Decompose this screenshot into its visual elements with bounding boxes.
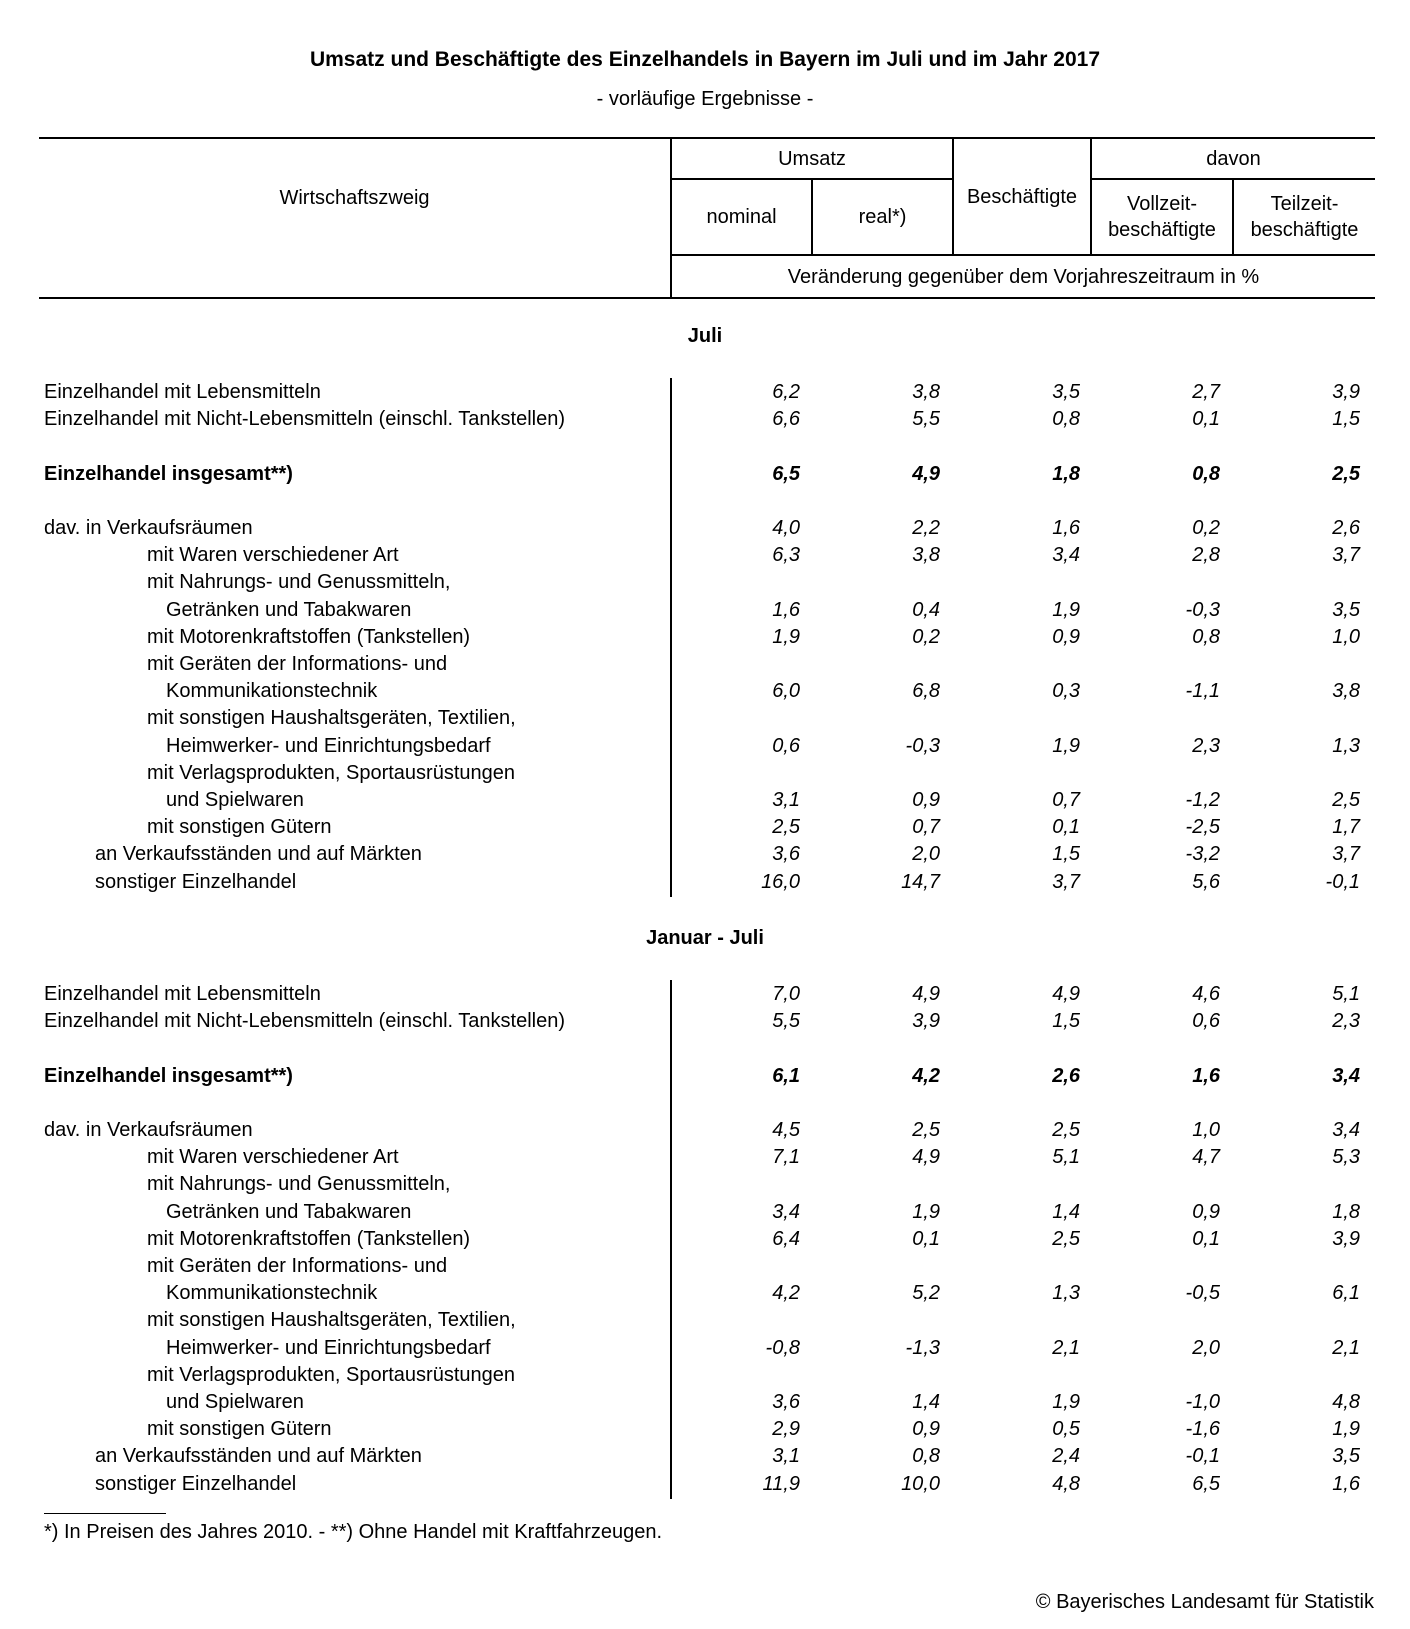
table-row bbox=[0, 1008, 1410, 1035]
table-row bbox=[0, 1307, 1410, 1334]
row-value: 2,5 bbox=[1332, 462, 1360, 485]
row-value: 2,5 bbox=[1332, 789, 1360, 811]
table-row bbox=[0, 733, 1410, 760]
row-value: 3,4 bbox=[772, 1200, 800, 1223]
row-value: 0,2 bbox=[1192, 517, 1220, 539]
table-row bbox=[0, 1443, 1410, 1470]
row-value: 5,1 bbox=[1052, 1146, 1080, 1169]
row-label: Einzelhandel mit Nicht-Lebensmitteln (einschl. Tankstellen) bbox=[44, 1010, 565, 1033]
row-label: mit Waren verschiedener Art bbox=[147, 544, 399, 567]
row-value: -0,1 bbox=[1325, 870, 1360, 893]
row-label: mit Waren verschiedener Art bbox=[147, 1146, 399, 1169]
row-value: 2,6 bbox=[1332, 517, 1360, 539]
row-value: -1,1 bbox=[1185, 680, 1220, 703]
row-value: -0,1 bbox=[1185, 1445, 1220, 1468]
row-label: mit sonstigen Gütern bbox=[147, 816, 332, 839]
row-value: 0,1 bbox=[1192, 408, 1220, 431]
row-value: 1,5 bbox=[1052, 1010, 1080, 1033]
row-label: Einzelhandel mit Lebensmitteln bbox=[44, 983, 321, 1005]
row-value: -2,5 bbox=[1185, 816, 1220, 839]
row-value: 2,1 bbox=[1052, 1336, 1080, 1359]
row-label: sonstiger Einzelhandel bbox=[95, 870, 297, 893]
row-value: 0,6 bbox=[772, 734, 800, 757]
row-value: 0,4 bbox=[912, 598, 940, 621]
row-value: 0,1 bbox=[1192, 1227, 1220, 1250]
row-value: -0,3 bbox=[1185, 598, 1220, 621]
row-value: 0,7 bbox=[1052, 789, 1080, 811]
table-row bbox=[0, 1171, 1410, 1198]
row-value: 4,6 bbox=[1192, 983, 1220, 1005]
table-row bbox=[0, 1362, 1410, 1389]
row-value: 16,0 bbox=[761, 870, 800, 893]
row-value: 5,5 bbox=[912, 408, 940, 431]
row-value: 3,9 bbox=[1332, 381, 1360, 403]
row-value: 1,6 bbox=[1192, 1064, 1220, 1087]
section-divider bbox=[670, 980, 672, 1499]
row-value: 0,9 bbox=[1052, 625, 1080, 648]
row-value: 0,2 bbox=[912, 625, 940, 648]
row-label: Heimwerker- und Einrichtungsbedarf bbox=[166, 1336, 491, 1359]
row-label: mit Motorenkraftstoffen (Tankstellen) bbox=[147, 1227, 471, 1250]
row-value: 4,9 bbox=[912, 983, 940, 1005]
section-divider bbox=[670, 378, 672, 897]
header-davon: davon bbox=[1206, 147, 1261, 170]
row-value: 1,0 bbox=[1192, 1119, 1220, 1141]
row-value: 4,9 bbox=[912, 1146, 940, 1169]
page-subtitle: - vorläufige Ergebnisse - bbox=[596, 88, 814, 110]
row-value: 0,7 bbox=[912, 816, 940, 839]
row-value: 4,0 bbox=[772, 517, 800, 539]
row-label: dav. in Verkaufsräumen bbox=[44, 1119, 253, 1141]
row-label: mit Geräten der Informations- und bbox=[147, 653, 448, 675]
footnote-rule bbox=[44, 1513, 166, 1514]
row-value: 5,5 bbox=[772, 1010, 800, 1033]
row-value: 3,4 bbox=[1332, 1119, 1360, 1141]
row-value: 4,5 bbox=[772, 1119, 800, 1141]
row-value: 0,9 bbox=[912, 1418, 940, 1441]
row-value: 6,1 bbox=[772, 1064, 800, 1087]
table-row bbox=[0, 1389, 1410, 1416]
row-value: 2,9 bbox=[772, 1418, 800, 1441]
row-value: 2,2 bbox=[912, 517, 940, 539]
row-value: 0,1 bbox=[1052, 816, 1080, 839]
table-row bbox=[0, 1063, 1410, 1090]
row-label: dav. in Verkaufsräumen bbox=[44, 517, 253, 539]
row-value: 6,4 bbox=[772, 1227, 800, 1250]
header-real: real*) bbox=[858, 206, 907, 228]
row-value: 4,9 bbox=[1052, 983, 1080, 1005]
row-value: 2,8 bbox=[1192, 544, 1220, 567]
row-value: -1,0 bbox=[1185, 1391, 1220, 1413]
row-value: -0,8 bbox=[765, 1336, 800, 1359]
row-value: 1,9 bbox=[912, 1200, 940, 1223]
row-label: mit Verlagsprodukten, Sportausrüstungen bbox=[147, 761, 515, 784]
header-unit: Veränderung gegenüber dem Vorjahreszeitraum in % bbox=[787, 265, 1260, 288]
row-value: -1,2 bbox=[1185, 789, 1220, 811]
row-value: 0,8 bbox=[1192, 462, 1220, 485]
row-label: mit Nahrungs- und Genussmitteln, bbox=[147, 1173, 451, 1196]
row-value: 6,0 bbox=[772, 680, 800, 703]
row-value: 6,6 bbox=[772, 408, 800, 431]
row-value: 11,9 bbox=[762, 1472, 800, 1495]
row-value: 3,6 bbox=[772, 1391, 800, 1413]
row-value: 1,7 bbox=[1332, 816, 1360, 839]
row-value: 2,5 bbox=[1052, 1119, 1080, 1141]
row-value: 7,1 bbox=[772, 1146, 800, 1169]
row-label: mit sonstigen Gütern bbox=[147, 1418, 332, 1441]
row-value: 1,9 bbox=[1332, 1418, 1360, 1441]
row-value: 0,5 bbox=[1052, 1418, 1080, 1441]
page-title: Umsatz und Beschäftigte des Einzelhandels in Bayern im Juli und im Jahr 2017 bbox=[309, 48, 1101, 71]
row-value: 3,1 bbox=[772, 789, 800, 811]
table-row bbox=[0, 461, 1410, 488]
row-label: und Spielwaren bbox=[166, 1391, 304, 1413]
row-value: 3,5 bbox=[1332, 1445, 1360, 1468]
row-label: Einzelhandel mit Lebensmitteln bbox=[44, 381, 321, 403]
row-value: 5,6 bbox=[1192, 870, 1220, 893]
row-label: mit Geräten der Informations- und bbox=[147, 1255, 448, 1277]
table-row bbox=[0, 542, 1410, 569]
table-row bbox=[0, 981, 1410, 1008]
table-row bbox=[0, 1416, 1410, 1443]
row-value: 3,5 bbox=[1332, 598, 1360, 621]
row-label: Einzelhandel mit Nicht-Lebensmitteln (einschl. Tankstellen) bbox=[44, 408, 565, 431]
section-title: Januar - Juli bbox=[646, 927, 764, 949]
table-row bbox=[0, 651, 1410, 678]
row-value: 1,5 bbox=[1052, 843, 1080, 866]
row-value: 5,3 bbox=[1332, 1146, 1360, 1169]
table-row bbox=[0, 869, 1410, 896]
row-value: 1,8 bbox=[1052, 462, 1080, 485]
row-value: 3,6 bbox=[772, 843, 800, 866]
row-value: 1,9 bbox=[1052, 1391, 1080, 1413]
row-value: 2,0 bbox=[912, 843, 940, 866]
row-label: Einzelhandel insgesamt**) bbox=[44, 462, 293, 485]
row-value: 4,2 bbox=[772, 1282, 800, 1305]
row-value: 7,0 bbox=[772, 983, 800, 1005]
row-label: an Verkaufsständen und auf Märkten bbox=[95, 1445, 422, 1468]
row-value: 4,8 bbox=[1332, 1391, 1360, 1413]
row-value: 1,3 bbox=[1052, 1282, 1080, 1305]
section-title: Juli bbox=[687, 325, 723, 347]
row-value: 1,0 bbox=[1332, 625, 1360, 648]
row-value: 3,8 bbox=[912, 544, 940, 567]
row-value: 0,9 bbox=[1192, 1200, 1220, 1223]
row-label: Kommunikationstechnik bbox=[166, 680, 378, 703]
row-label: Heimwerker- und Einrichtungsbedarf bbox=[166, 734, 491, 757]
row-value: 2,3 bbox=[1332, 1010, 1360, 1033]
table-row bbox=[0, 379, 1410, 406]
row-value: 3,5 bbox=[1052, 381, 1080, 403]
table-row bbox=[0, 1253, 1410, 1280]
table-row bbox=[0, 841, 1410, 868]
row-label: mit sonstigen Haushaltsgeräten, Textilien, bbox=[147, 707, 516, 730]
row-value: 2,6 bbox=[1052, 1064, 1080, 1087]
row-value: 1,9 bbox=[1052, 598, 1080, 621]
table-row bbox=[0, 1117, 1410, 1144]
footnote: *) In Preisen des Jahres 2010. - **) Ohne Handel mit Kraftfahrzeugen. bbox=[44, 1521, 663, 1543]
row-value: 0,3 bbox=[1052, 680, 1080, 703]
row-value: 3,8 bbox=[912, 381, 940, 403]
row-value: 6,2 bbox=[772, 381, 800, 403]
header-wirtschaftszweig: Wirtschaftszweig bbox=[279, 187, 430, 209]
row-label: mit Motorenkraftstoffen (Tankstellen) bbox=[147, 625, 471, 648]
row-value: 1,4 bbox=[912, 1391, 940, 1413]
row-value: 2,5 bbox=[1052, 1227, 1080, 1250]
row-value: 10,0 bbox=[901, 1472, 940, 1495]
row-value: 1,4 bbox=[1052, 1200, 1080, 1223]
table-row bbox=[0, 1335, 1410, 1362]
row-value: 14,7 bbox=[901, 870, 940, 893]
table-row bbox=[0, 760, 1410, 787]
row-value: 1,3 bbox=[1332, 734, 1360, 757]
row-value: 0,1 bbox=[912, 1227, 940, 1250]
table-row bbox=[0, 787, 1410, 814]
row-value: 6,8 bbox=[912, 680, 940, 703]
row-value: -1,3 bbox=[905, 1336, 940, 1359]
row-label: mit Nahrungs- und Genussmitteln, bbox=[147, 571, 451, 594]
row-label: sonstiger Einzelhandel bbox=[95, 1472, 297, 1495]
table-row bbox=[0, 1144, 1410, 1171]
row-value: 4,9 bbox=[912, 462, 940, 485]
table-row bbox=[0, 406, 1410, 433]
row-value: 3,7 bbox=[1052, 870, 1080, 893]
header-teilzeit: Teilzeit- beschäftigte bbox=[1250, 193, 1359, 241]
row-value: 1,9 bbox=[1052, 734, 1080, 757]
row-value: 2,1 bbox=[1332, 1336, 1360, 1359]
table-row bbox=[0, 515, 1410, 542]
row-value: 3,4 bbox=[1052, 544, 1080, 567]
row-value: -0,3 bbox=[905, 734, 940, 757]
header-bottom-rule bbox=[39, 297, 1375, 299]
row-value: 4,2 bbox=[912, 1064, 940, 1087]
row-value: 3,4 bbox=[1332, 1064, 1360, 1087]
row-value: 6,5 bbox=[772, 462, 800, 485]
row-value: 6,5 bbox=[1192, 1472, 1220, 1495]
row-value: 0,8 bbox=[1192, 625, 1220, 648]
row-label: und Spielwaren bbox=[166, 789, 304, 811]
table-row bbox=[0, 597, 1410, 624]
row-value: 3,7 bbox=[1332, 544, 1360, 567]
row-value: 0,9 bbox=[912, 789, 940, 811]
table-row bbox=[0, 1471, 1410, 1498]
table-row bbox=[0, 814, 1410, 841]
row-label: Getränken und Tabakwaren bbox=[166, 1200, 412, 1223]
row-value: 2,0 bbox=[1192, 1336, 1220, 1359]
row-value: 5,1 bbox=[1332, 983, 1360, 1005]
row-value: 2,7 bbox=[1192, 381, 1220, 403]
row-value: 2,5 bbox=[772, 816, 800, 839]
row-value: 1,9 bbox=[772, 625, 800, 648]
row-label: Einzelhandel insgesamt**) bbox=[44, 1064, 293, 1087]
row-value: 2,5 bbox=[912, 1119, 940, 1141]
table-row bbox=[0, 1280, 1410, 1307]
row-value: 3,9 bbox=[1332, 1227, 1360, 1250]
header-umsatz: Umsatz bbox=[778, 147, 846, 170]
row-value: 0,8 bbox=[912, 1445, 940, 1468]
row-label: mit sonstigen Haushaltsgeräten, Textilien, bbox=[147, 1309, 516, 1332]
table-row bbox=[0, 678, 1410, 705]
copyright: © Bayerisches Landesamt für Statistik bbox=[1035, 1591, 1374, 1613]
row-label: Kommunikationstechnik bbox=[166, 1282, 378, 1305]
row-value: -0,5 bbox=[1185, 1282, 1220, 1305]
table-row bbox=[0, 1199, 1410, 1226]
row-value: 1,6 bbox=[1052, 517, 1080, 539]
header-beschaeftigte: Beschäftigte bbox=[966, 185, 1078, 208]
row-value: 1,8 bbox=[1332, 1200, 1360, 1223]
row-value: 0,6 bbox=[1192, 1010, 1220, 1033]
row-value: 4,7 bbox=[1192, 1146, 1220, 1169]
table-row bbox=[0, 624, 1410, 651]
row-value: 2,4 bbox=[1052, 1445, 1080, 1468]
header-vollzeit: Vollzeit- beschäftigte bbox=[1108, 193, 1216, 241]
row-value: 3,9 bbox=[912, 1010, 940, 1033]
table-row bbox=[0, 569, 1410, 596]
table-row bbox=[0, 705, 1410, 732]
row-value: 6,1 bbox=[1332, 1282, 1360, 1305]
row-value: 0,8 bbox=[1052, 408, 1080, 431]
header-nominal: nominal bbox=[706, 206, 777, 228]
row-value: 1,6 bbox=[772, 598, 800, 621]
row-label: mit Verlagsprodukten, Sportausrüstungen bbox=[147, 1363, 515, 1386]
row-label: an Verkaufsständen und auf Märkten bbox=[95, 843, 422, 866]
row-value: -3,2 bbox=[1185, 843, 1220, 866]
row-value: 1,6 bbox=[1332, 1472, 1360, 1495]
row-value: 2,3 bbox=[1192, 734, 1220, 757]
row-value: 5,2 bbox=[912, 1282, 940, 1305]
row-value: 1,5 bbox=[1332, 408, 1360, 431]
row-value: 3,8 bbox=[1332, 680, 1360, 703]
row-value: 3,1 bbox=[772, 1445, 800, 1468]
table-row bbox=[0, 1226, 1410, 1253]
row-value: -1,6 bbox=[1185, 1418, 1220, 1441]
row-value: 3,7 bbox=[1332, 843, 1360, 866]
row-label: Getränken und Tabakwaren bbox=[166, 598, 412, 621]
row-value: 4,8 bbox=[1052, 1472, 1080, 1495]
row-value: 6,3 bbox=[772, 544, 800, 567]
